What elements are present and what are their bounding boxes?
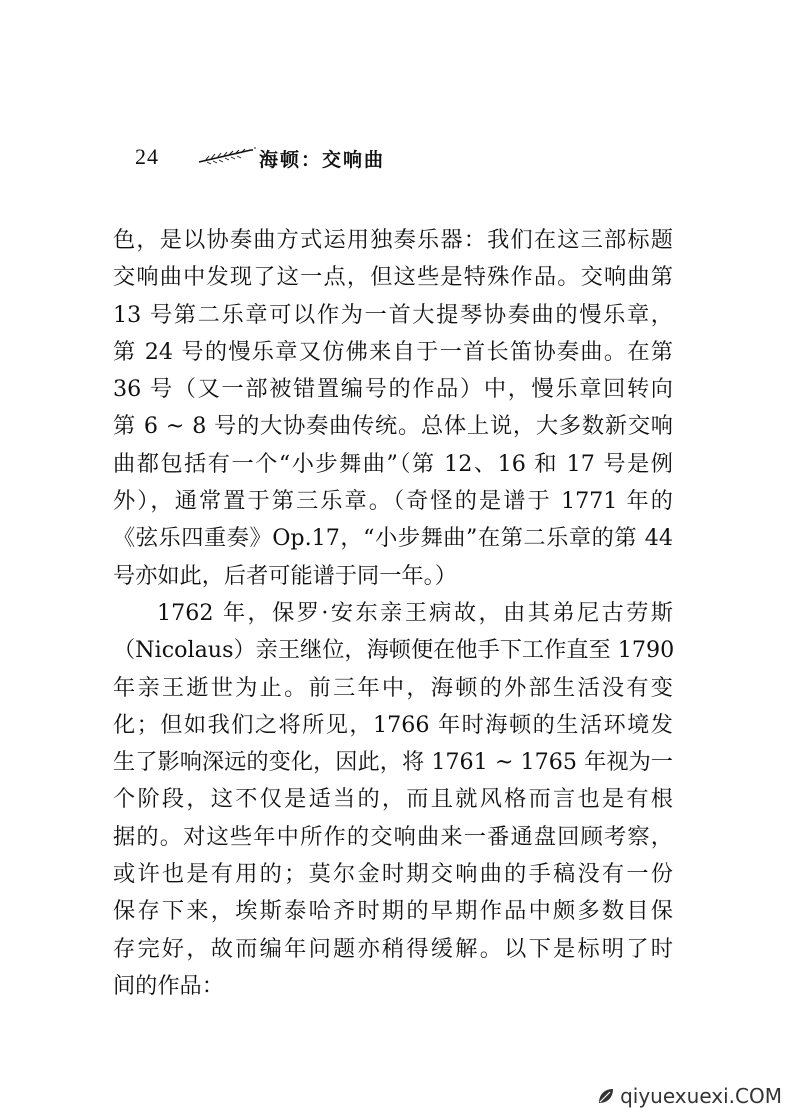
leaf-icon [596,1086,616,1106]
text-line: （Nicolaus）亲王继位，海顿便在他手下工作直至 1790 [113,637,675,664]
text-line: 曲都包括有一个“小步舞曲”（第 12、16 和 17 号是例 [113,450,673,477]
text-line: 存完好，故而编年问题亦稍得缓解。以下是标明了时 [113,935,673,962]
text-line: 色，是以协奏曲方式运用独奏乐器：我们在这三部标题 [113,227,673,253]
page-header [135,144,555,174]
site-watermark [596,1084,782,1108]
text-line: 第 6 ~ 8 号的大协奏曲传统。总体上说，大多数新交响 [113,413,673,440]
text-line: 13 号第二乐章可以作为一首大提琴协奏曲的慢乐章， [113,301,673,328]
watermark-text: qiyuexuexi.COM [620,1084,782,1108]
text-line: 间的作品： [113,972,224,999]
text-line: 个阶段，这不仅是适当的，而且就风格而言也是有根 [113,786,673,813]
text-line: 36 号（又一部被错置编号的作品）中，慢乐章回转向 [113,376,673,403]
text-line: 号亦如此，后者可能谱于同一年。） [113,562,457,589]
text-line: 1762 年，保罗·安东亲王病故，由其弟尼古劳斯 [157,599,673,626]
text-line: 第 24 号的慢乐章又仿佛来自于一首长笛协奏曲。在第 [113,338,673,365]
text-line: 外），通常置于第三乐章。（奇怪的是谱于 1771 年的 [113,488,673,515]
feather-ornament-icon [197,146,257,166]
text-line: 交响曲中发现了这一点，但这些是特殊作品。交响曲第 [113,264,673,291]
running-title: 海顿：交响曲 [259,149,386,171]
text-line: 保存下来，埃斯泰哈齐时期的早期作品中颇多数目保 [113,898,673,925]
text-line: 年亲王逝世为止。前三年中，海顿的外部生活没有变 [113,674,673,701]
text-line: 或许也是有用的；莫尔金时期交响曲的手稿没有一份 [113,861,673,888]
body-text [113,222,673,1005]
text-line: 化；但如我们之将所见，1766 年时海顿的生活环境发 [113,711,673,738]
text-line: 生了影响深远的变化，因此，将 1761 ~ 1765 年视为一 [113,749,673,776]
page-number: 24 [135,144,159,169]
text-line: 据的。对这些年中所作的交响曲来一番通盘回顾考察， [113,823,673,850]
text-line: 《弦乐四重奏》Op.17，“小步舞曲”在第二乐章的第 44 [113,525,673,552]
